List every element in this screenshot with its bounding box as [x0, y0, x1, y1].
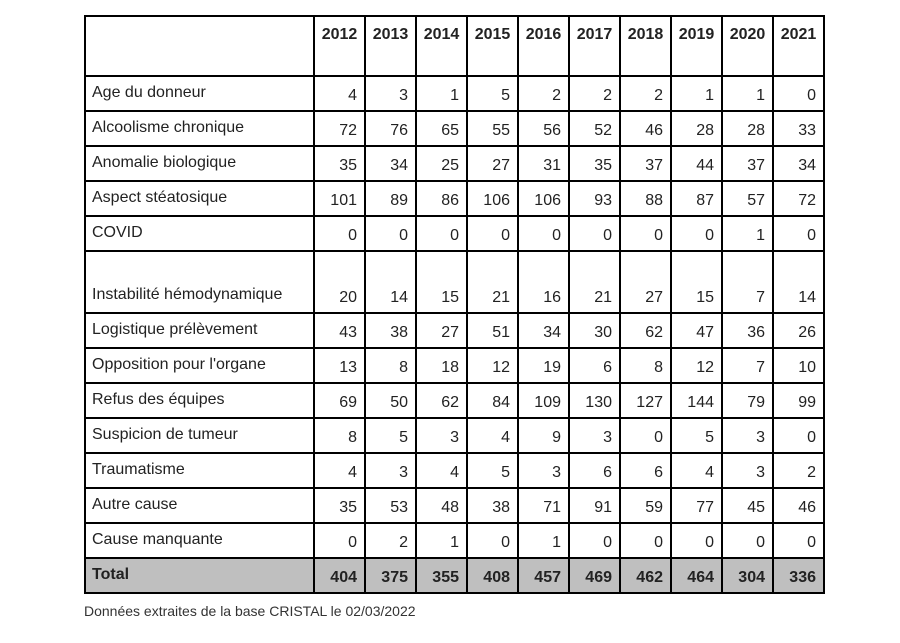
value-cell: 8 — [620, 348, 671, 383]
value-cell: 89 — [365, 181, 416, 216]
row-label: Age du donneur — [85, 76, 314, 111]
value-cell: 62 — [620, 313, 671, 348]
value-cell: 14 — [773, 251, 824, 313]
value-cell: 77 — [671, 488, 722, 523]
value-cell: 2 — [518, 76, 569, 111]
total-value-cell: 457 — [518, 558, 569, 593]
total-row — [85, 558, 824, 593]
value-cell: 52 — [569, 111, 620, 146]
table-row — [85, 523, 824, 558]
value-cell: 84 — [467, 383, 518, 418]
row-label: Instabilité hémodynamique — [85, 251, 314, 313]
row-label: Suspicion de tumeur — [85, 418, 314, 453]
value-cell: 10 — [773, 348, 824, 383]
value-cell: 4 — [467, 418, 518, 453]
total-label: Total — [85, 558, 314, 593]
value-cell: 0 — [620, 418, 671, 453]
year-header-2016: 2016 — [518, 16, 569, 76]
value-cell: 4 — [314, 453, 365, 488]
value-cell: 101 — [314, 181, 365, 216]
value-cell: 55 — [467, 111, 518, 146]
year-header-2019: 2019 — [671, 16, 722, 76]
value-cell: 12 — [671, 348, 722, 383]
value-cell: 18 — [416, 348, 467, 383]
value-cell: 0 — [671, 216, 722, 251]
total-value-cell: 304 — [722, 558, 773, 593]
value-cell: 28 — [671, 111, 722, 146]
table-row — [85, 418, 824, 453]
value-cell: 127 — [620, 383, 671, 418]
value-cell: 79 — [722, 383, 773, 418]
value-cell: 16 — [518, 251, 569, 313]
value-cell: 34 — [518, 313, 569, 348]
value-cell: 56 — [518, 111, 569, 146]
value-cell: 50 — [365, 383, 416, 418]
value-cell: 3 — [365, 76, 416, 111]
value-cell: 57 — [722, 181, 773, 216]
value-cell: 34 — [365, 146, 416, 181]
table-row — [85, 111, 824, 146]
value-cell: 0 — [773, 216, 824, 251]
value-cell: 5 — [467, 76, 518, 111]
value-cell: 25 — [416, 146, 467, 181]
row-label: Anomalie biologique — [85, 146, 314, 181]
value-cell: 8 — [314, 418, 365, 453]
value-cell: 34 — [773, 146, 824, 181]
value-cell: 0 — [365, 216, 416, 251]
row-label: Cause manquante — [85, 523, 314, 558]
value-cell: 1 — [416, 523, 467, 558]
value-cell: 3 — [416, 418, 467, 453]
value-cell: 5 — [467, 453, 518, 488]
row-label: COVID — [85, 216, 314, 251]
value-cell: 43 — [314, 313, 365, 348]
value-cell: 6 — [620, 453, 671, 488]
row-label: Opposition pour l'organe — [85, 348, 314, 383]
value-cell: 0 — [620, 216, 671, 251]
value-cell: 35 — [314, 488, 365, 523]
value-cell: 35 — [569, 146, 620, 181]
value-cell: 46 — [773, 488, 824, 523]
value-cell: 0 — [314, 523, 365, 558]
value-cell: 38 — [467, 488, 518, 523]
value-cell: 1 — [671, 76, 722, 111]
value-cell: 91 — [569, 488, 620, 523]
value-cell: 0 — [518, 216, 569, 251]
table-row — [85, 251, 824, 313]
value-cell: 21 — [569, 251, 620, 313]
value-cell: 1 — [518, 523, 569, 558]
value-cell: 72 — [314, 111, 365, 146]
value-cell: 15 — [671, 251, 722, 313]
header-corner-cell — [85, 16, 314, 76]
total-value-cell: 408 — [467, 558, 518, 593]
total-value-cell: 355 — [416, 558, 467, 593]
value-cell: 19 — [518, 348, 569, 383]
value-cell: 3 — [722, 453, 773, 488]
value-cell: 27 — [467, 146, 518, 181]
value-cell: 93 — [569, 181, 620, 216]
value-cell: 0 — [467, 216, 518, 251]
value-cell: 0 — [773, 523, 824, 558]
value-cell: 0 — [569, 216, 620, 251]
value-cell: 26 — [773, 313, 824, 348]
value-cell: 37 — [722, 146, 773, 181]
value-cell: 44 — [671, 146, 722, 181]
value-cell: 0 — [467, 523, 518, 558]
table-header-row — [85, 16, 824, 76]
value-cell: 5 — [671, 418, 722, 453]
row-label: Refus des équipes — [85, 383, 314, 418]
value-cell: 21 — [467, 251, 518, 313]
source-note: Données extraites de la base CRISTAL le 02/03/2022 — [84, 603, 416, 619]
value-cell: 27 — [620, 251, 671, 313]
value-cell: 62 — [416, 383, 467, 418]
year-header-2018: 2018 — [620, 16, 671, 76]
value-cell: 0 — [314, 216, 365, 251]
value-cell: 99 — [773, 383, 824, 418]
year-header-2014: 2014 — [416, 16, 467, 76]
value-cell: 1 — [416, 76, 467, 111]
year-header-2021: 2021 — [773, 16, 824, 76]
value-cell: 69 — [314, 383, 365, 418]
value-cell: 72 — [773, 181, 824, 216]
value-cell: 0 — [569, 523, 620, 558]
value-cell: 28 — [722, 111, 773, 146]
total-value-cell: 375 — [365, 558, 416, 593]
table-row — [85, 146, 824, 181]
value-cell: 1 — [722, 76, 773, 111]
row-label: Logistique prélèvement — [85, 313, 314, 348]
value-cell: 30 — [569, 313, 620, 348]
value-cell: 9 — [518, 418, 569, 453]
year-header-2017: 2017 — [569, 16, 620, 76]
table-row — [85, 181, 824, 216]
total-value-cell: 336 — [773, 558, 824, 593]
value-cell: 7 — [722, 348, 773, 383]
value-cell: 6 — [569, 453, 620, 488]
value-cell: 88 — [620, 181, 671, 216]
value-cell: 106 — [467, 181, 518, 216]
value-cell: 3 — [518, 453, 569, 488]
value-cell: 14 — [365, 251, 416, 313]
year-header-2015: 2015 — [467, 16, 518, 76]
row-label: Alcoolisme chronique — [85, 111, 314, 146]
total-value-cell: 464 — [671, 558, 722, 593]
total-value-cell: 469 — [569, 558, 620, 593]
value-cell: 13 — [314, 348, 365, 383]
value-cell: 106 — [518, 181, 569, 216]
total-value-cell: 462 — [620, 558, 671, 593]
value-cell: 0 — [722, 523, 773, 558]
table-row — [85, 383, 824, 418]
value-cell: 3 — [365, 453, 416, 488]
table-body — [85, 76, 824, 593]
value-cell: 0 — [620, 523, 671, 558]
value-cell: 36 — [722, 313, 773, 348]
value-cell: 2 — [773, 453, 824, 488]
value-cell: 0 — [773, 418, 824, 453]
value-cell: 45 — [722, 488, 773, 523]
value-cell: 53 — [365, 488, 416, 523]
value-cell: 65 — [416, 111, 467, 146]
value-cell: 31 — [518, 146, 569, 181]
value-cell: 87 — [671, 181, 722, 216]
value-cell: 5 — [365, 418, 416, 453]
value-cell: 71 — [518, 488, 569, 523]
table-row — [85, 453, 824, 488]
value-cell: 47 — [671, 313, 722, 348]
value-cell: 8 — [365, 348, 416, 383]
value-cell: 51 — [467, 313, 518, 348]
value-cell: 109 — [518, 383, 569, 418]
table-row — [85, 488, 824, 523]
year-header-2013: 2013 — [365, 16, 416, 76]
value-cell: 12 — [467, 348, 518, 383]
value-cell: 59 — [620, 488, 671, 523]
value-cell: 48 — [416, 488, 467, 523]
year-header-2020: 2020 — [722, 16, 773, 76]
value-cell: 6 — [569, 348, 620, 383]
table-row — [85, 313, 824, 348]
value-cell: 15 — [416, 251, 467, 313]
value-cell: 3 — [569, 418, 620, 453]
table-row — [85, 348, 824, 383]
value-cell: 37 — [620, 146, 671, 181]
value-cell: 2 — [365, 523, 416, 558]
value-cell: 0 — [416, 216, 467, 251]
table-row — [85, 216, 824, 251]
value-cell: 33 — [773, 111, 824, 146]
year-header-2012: 2012 — [314, 16, 365, 76]
value-cell: 144 — [671, 383, 722, 418]
table-row — [85, 76, 824, 111]
value-cell: 35 — [314, 146, 365, 181]
value-cell: 2 — [620, 76, 671, 111]
value-cell: 4 — [671, 453, 722, 488]
value-cell: 20 — [314, 251, 365, 313]
value-cell: 3 — [722, 418, 773, 453]
value-cell: 4 — [416, 453, 467, 488]
row-label: Aspect stéatosique — [85, 181, 314, 216]
row-label: Traumatisme — [85, 453, 314, 488]
value-cell: 38 — [365, 313, 416, 348]
data-table — [84, 15, 825, 594]
value-cell: 2 — [569, 76, 620, 111]
row-label: Autre cause — [85, 488, 314, 523]
value-cell: 27 — [416, 313, 467, 348]
value-cell: 86 — [416, 181, 467, 216]
value-cell: 4 — [314, 76, 365, 111]
value-cell: 1 — [722, 216, 773, 251]
value-cell: 130 — [569, 383, 620, 418]
value-cell: 76 — [365, 111, 416, 146]
value-cell: 0 — [671, 523, 722, 558]
total-value-cell: 404 — [314, 558, 365, 593]
value-cell: 46 — [620, 111, 671, 146]
value-cell: 0 — [773, 76, 824, 111]
value-cell: 7 — [722, 251, 773, 313]
